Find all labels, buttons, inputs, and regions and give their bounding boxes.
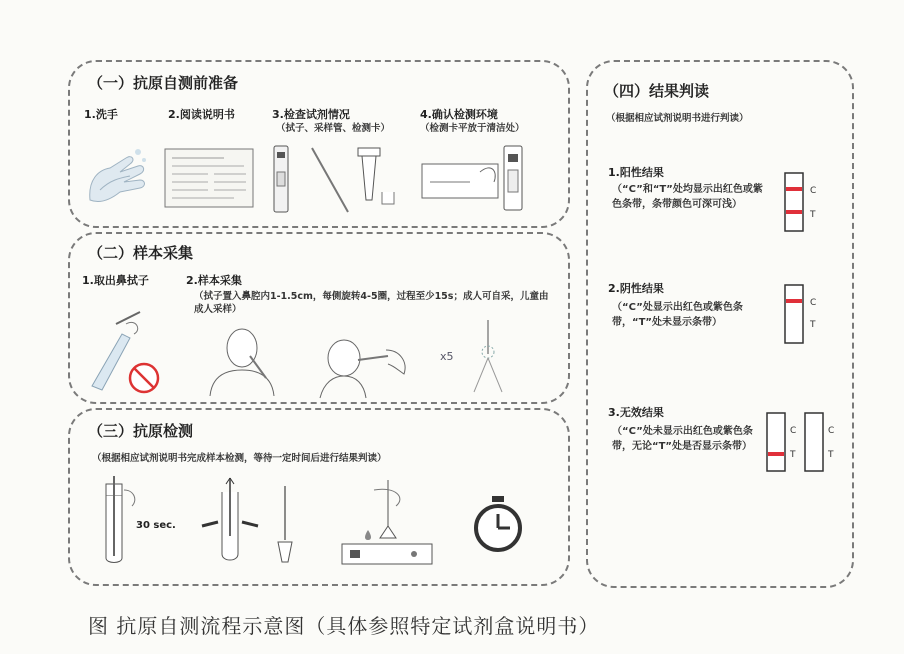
negative-test-strip: [784, 284, 806, 344]
invalid-2-c-mark: C: [828, 426, 835, 436]
test-kit-items-illustration: [272, 142, 402, 216]
prep-step-1-label: 1.洗手: [84, 108, 118, 121]
positive-c-mark: C: [810, 186, 817, 196]
sampling-step-2-sub: （拭子置入鼻腔内1-1.5cm，每侧旋转4-5圈，过程至少15s；成人可自采，儿童由成人采样）: [194, 291, 549, 315]
prep-step-2-label: 2.阅读说明书: [168, 108, 235, 121]
section-result-note: （根据相应试剂说明书进行判读）: [606, 113, 749, 124]
instruction-sheet-illustration: [164, 148, 254, 208]
result-positive-desc: （“C”和“T”处均显示出红色或紫色条带，条带颜色可深可浅）: [612, 184, 763, 210]
invalid-1-t-mark: T: [790, 450, 796, 460]
prep-step-4-sub: （检测卡平放于清洁处）: [420, 123, 525, 134]
take-swab-illustration: [82, 304, 162, 396]
result-invalid-desc: （“C”处未显示出红色或紫色条带，无论“T”处是否显示条带）: [612, 426, 753, 452]
prep-step-3-label: 3.检查试剂情况: [272, 108, 350, 121]
sampling-step-2-label: 2.样本采集: [186, 274, 242, 287]
result-negative-desc: （“C”处显示出红色或紫色条带，“T”处未显示条带）: [612, 302, 743, 328]
result-invalid-label: 3.无效结果: [608, 406, 664, 419]
person-face-illustration: [200, 326, 284, 398]
negative-c-mark: C: [810, 298, 817, 308]
section-result-title: （四）结果判读: [604, 82, 710, 100]
positive-test-strip: [784, 172, 806, 232]
squeeze-tube-illustration: [200, 476, 260, 568]
hand-washing-illustration: [80, 140, 152, 210]
dropper-tube-illustration: [270, 484, 300, 566]
sampling-step-1-label: 1.取出鼻拭子: [82, 274, 149, 287]
result-positive-label: 1.阳性结果: [608, 166, 664, 179]
timer-icon: [470, 494, 526, 556]
test-card-illustration: [420, 142, 532, 214]
section-prep-title: （一）抗原自测前准备: [88, 74, 239, 92]
figure-caption: 图 抗原自测流程示意图（具体参照特定试剂盒说明书）: [88, 614, 600, 638]
invalid-test-strip-2: [804, 412, 826, 472]
section-sampling-title: （二）样本采集: [88, 244, 194, 262]
prep-step-4-label: 4.确认检测环境: [420, 108, 498, 121]
rotate-swab-illustration: [466, 318, 510, 394]
negative-t-mark: T: [810, 320, 816, 330]
result-negative-label: 2.阴性结果: [608, 282, 664, 295]
repeat-x5-label: x5: [440, 350, 454, 363]
invalid-1-c-mark: C: [790, 426, 797, 436]
wait-time-label: 30 sec.: [136, 520, 176, 531]
drop-on-card-illustration: [336, 476, 436, 568]
section-test-title: （三）抗原检测: [88, 422, 194, 440]
invalid-2-t-mark: T: [828, 450, 834, 460]
section-test-note: （根据相应试剂说明书完成样本检测，等待一定时间后进行结果判读）: [92, 453, 387, 464]
prep-step-3-sub: （拭子、采样管、检测卡）: [276, 123, 391, 134]
invalid-test-strip-1: [766, 412, 788, 472]
child-sampling-illustration: [314, 330, 414, 400]
positive-t-mark: T: [810, 210, 816, 220]
